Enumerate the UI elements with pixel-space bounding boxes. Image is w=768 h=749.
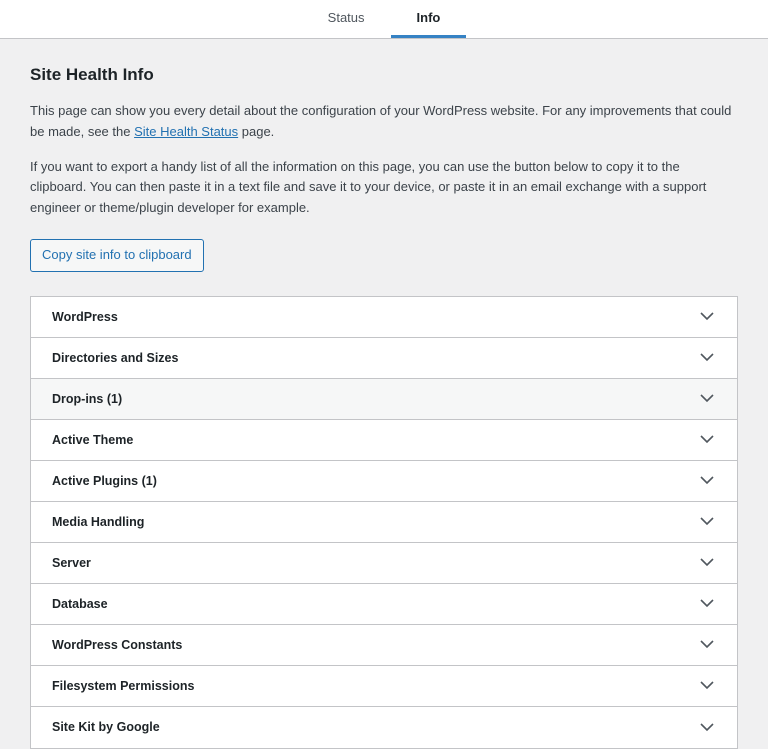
accordion-section-directories-and-sizes[interactable] xyxy=(31,338,737,379)
site-health-info-accordion xyxy=(30,296,738,749)
accordion-section-label: Filesystem Permissions xyxy=(52,678,195,693)
accordion-section-wordpress-constants[interactable] xyxy=(31,625,737,666)
page-title: Site Health Info xyxy=(30,65,154,84)
accordion-section-label: Server xyxy=(52,555,91,570)
chevron-down-icon[interactable] xyxy=(697,512,717,532)
accordion-section-label: Active Theme xyxy=(52,432,134,447)
chevron-down-icon[interactable] xyxy=(697,307,717,327)
accordion-section-label: WordPress Constants xyxy=(52,637,183,652)
chevron-down-icon[interactable] xyxy=(697,594,717,614)
accordion-section-label: Database xyxy=(52,596,108,611)
chevron-down-icon[interactable] xyxy=(697,471,717,491)
accordion-section-site-kit-by-google[interactable] xyxy=(31,707,737,748)
accordion-section-filesystem-permissions[interactable] xyxy=(31,666,737,707)
accordion-section-drop-ins[interactable] xyxy=(31,379,737,420)
accordion-section-label: Directories and Sizes xyxy=(52,350,179,365)
tab-status[interactable]: Status xyxy=(327,10,365,25)
accordion-section-label: Site Kit by Google xyxy=(52,720,160,735)
accordion-section-label: Media Handling xyxy=(52,514,145,529)
copy-site-info-button[interactable]: Copy site info to clipboard xyxy=(30,239,204,272)
accordion-section-label: WordPress xyxy=(52,309,118,324)
chevron-down-icon[interactable] xyxy=(697,635,717,655)
chevron-down-icon[interactable] xyxy=(697,430,717,450)
chevron-down-icon[interactable] xyxy=(697,676,717,696)
accordion-section-active-plugins[interactable] xyxy=(31,461,737,502)
accordion-section-media-handling[interactable] xyxy=(31,502,737,543)
tab-bar xyxy=(0,0,768,39)
chevron-down-icon[interactable] xyxy=(697,717,717,737)
accordion-section-wordpress[interactable] xyxy=(31,297,737,338)
accordion-section-label: Drop-ins (1) xyxy=(52,391,123,406)
description-text-after: page. xyxy=(238,123,275,139)
chevron-down-icon[interactable] xyxy=(697,389,717,409)
accordion-section-database[interactable] xyxy=(31,584,737,625)
chevron-down-icon[interactable] xyxy=(697,553,717,573)
main-content xyxy=(0,65,768,749)
tab-info[interactable]: Info xyxy=(391,0,467,38)
site-health-status-link[interactable]: Site Health Status xyxy=(134,123,239,139)
accordion-section-label: Active Plugins (1) xyxy=(52,473,157,488)
accordion-section-server[interactable] xyxy=(31,543,737,584)
description-paragraph-2: If you want to export a handy list of all the information on this page, you can use the button below to copy it to the clipboard. You can then paste it in a text file and save it to your device, or paste it in an email exchange with a support engineer or theme/plugin developer for example. xyxy=(30,158,707,216)
accordion-section-active-theme[interactable] xyxy=(31,420,737,461)
description-paragraph-1 xyxy=(30,101,736,143)
chevron-down-icon[interactable] xyxy=(697,348,717,368)
description-text-before: This page can show you every detail about the configuration of your WordPress website. For any improvements that could be made, see the xyxy=(30,103,732,139)
